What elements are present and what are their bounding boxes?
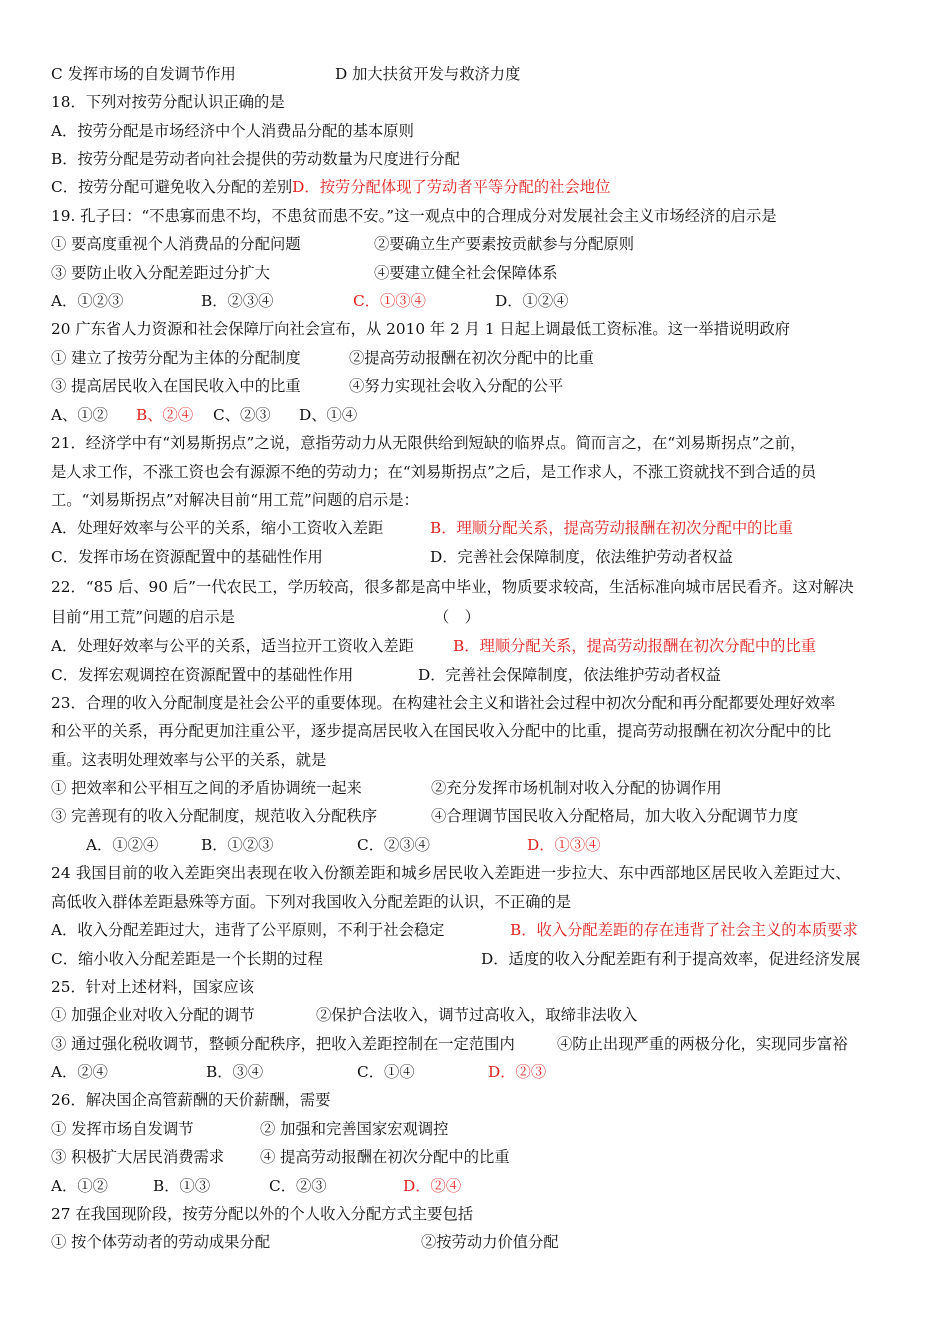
q22-options-ab — [51, 636, 817, 656]
q21-answer-b: B．理顺分配关系，提高劳动报酬在初次分配中的比重 — [430, 519, 794, 537]
q25-choice-c: C．①④ — [357, 1063, 415, 1081]
q24-stem-line1: 24 我国目前的收入差距突出表现在收入份额差距和城乡居民收入差距进一步拉大、东中西部地区居民收入差距过大、 — [51, 864, 851, 882]
q22-stem-line1: 22．“85 后、90 后”一代农民工，学历较高，很多都是高中毕业，物质要求较高，生活标准向城市居民看齐。这对解决 — [51, 578, 854, 596]
q25-answer-d: D．②③ — [488, 1063, 547, 1081]
q27-stem: 27 在我国现阶段，按劳分配以外的个人收入分配方式主要包括 — [51, 1205, 474, 1223]
q24-option-d: D．适度的收入分配差距有利于提高效率，促进经济发展 — [481, 950, 861, 968]
q19-item-2: ②要确立生产要素按贡献参与分配原则 — [374, 235, 635, 253]
q20-items-34 — [51, 376, 564, 396]
q27-items-12 — [51, 1232, 559, 1252]
q23-stem-line2: 和公平的关系，再分配更加注重公平，逐步提高居民收入在国民收入分配中的比重，提高劳动报酬在初次分配中的比 — [51, 722, 832, 740]
q22-option-d: D．完善社会保障制度，依法维护劳动者权益 — [418, 666, 721, 684]
q22-option-c: C．发挥宏观调控在资源配置中的基础性作用 — [51, 666, 354, 684]
q23-items-34 — [51, 806, 799, 826]
q19-choice-d: D．①②④ — [495, 292, 569, 310]
q23-choice-a: A．①②④ — [86, 836, 159, 854]
q25-choice-a: A．②④ — [51, 1063, 108, 1081]
q18-answer-d: D．按劳分配体现了劳动者平等分配的社会地位 — [292, 178, 611, 196]
q25-item-3: ③ 通过强化税收调节，整顿分配秩序，把收入差距控制在一定范围内 — [51, 1035, 515, 1053]
q26-item-1: ① 发挥市场自发调节 — [51, 1120, 194, 1138]
q20-item-2: ②提高劳动报酬在初次分配中的比重 — [349, 349, 594, 367]
q19-item-1: ① 要高度重视个人消费品的分配问题 — [51, 235, 301, 253]
q19-stem: 19. 孔子曰：“不患寡而患不均，不患贫而患不安。”这一观点中的合理成分对发展社会主义市场经济的启示是 — [51, 207, 777, 225]
q26-choice-a: A．①② — [51, 1177, 108, 1195]
q26-item-2: ② 加强和完善国家宏观调控 — [260, 1120, 449, 1138]
q23-item-3: ③ 完善现有的收入分配制度，规范收入分配秩序 — [51, 807, 378, 825]
q18-option-a: A．按劳分配是市场经济中个人消费品分配的基本原则 — [51, 122, 414, 140]
q21-stem-line2: 是人求工作，不涨工资也会有源源不绝的劳动力；在“刘易斯拐点”之后，是工作求人，不涨工资就找不到合适的员 — [51, 463, 817, 481]
q19-choice-a: A．①②③ — [51, 292, 124, 310]
q19-choices — [51, 291, 569, 311]
q19-items-34 — [51, 263, 558, 283]
q20-stem: 20 广东省人力资源和社会保障厅向社会宣布，从 2010 年 2 月 1 日起上调最低工资标准。这一举措说明政府 — [51, 320, 791, 338]
q21-option-a: A．处理好效率与公平的关系，缩小工资收入差距 — [51, 519, 384, 537]
q23-stem-line1: 23．合理的收入分配制度是社会公平的重要体现。在构建社会主义和谐社会过程中初次分配和再分配都要处理好效率 — [51, 694, 836, 712]
q21-options-cd — [51, 547, 733, 567]
q24-options-ab — [51, 920, 858, 940]
q20-answer-b: B、②④ — [136, 406, 194, 424]
q20-choice-c: C、②③ — [213, 406, 271, 424]
q25-item-2: ②保护合法收入，调节过高收入，取缔非法收入 — [316, 1006, 638, 1024]
q17-options-cd — [51, 64, 521, 84]
q23-stem-line3: 重。这表明处理效率与公平的关系，就是 — [51, 751, 327, 769]
q24-options-cd — [51, 949, 861, 969]
q24-option-a: A．收入分配差距过大，违背了公平原则，不利于社会稳定 — [51, 921, 445, 939]
q17-option-d: D 加大扶贫开发与救济力度 — [335, 65, 521, 83]
q22-answer-blank: （ ） — [434, 608, 480, 626]
q19-answer-c: C．①③④ — [353, 292, 426, 310]
q21-option-d: D．完善社会保障制度，依法维护劳动者权益 — [430, 548, 733, 566]
q18-option-c: C．按劳分配可避免收入分配的差别 — [51, 178, 293, 196]
q20-choices — [51, 405, 358, 425]
q19-choice-b: B．②③④ — [201, 292, 274, 310]
q22-options-cd — [51, 665, 721, 685]
q26-items-12 — [51, 1119, 449, 1139]
q23-item-4: ④合理调节国民收入分配格局，加大收入分配调节力度 — [431, 807, 799, 825]
q17-option-c: C 发挥市场的自发调节作用 — [51, 65, 236, 83]
q26-item-4: ④ 提高劳动报酬在初次分配中的比重 — [260, 1148, 510, 1166]
q27-item-1: ① 按个体劳动者的劳动成果分配 — [51, 1233, 271, 1251]
q23-choice-c: C．②③④ — [357, 836, 430, 854]
q23-item-2: ②充分发挥市场机制对收入分配的协调作用 — [431, 779, 722, 797]
q24-answer-b: B．收入分配差距的存在违背了社会主义的本质要求 — [510, 921, 858, 939]
q22-stem-line2 — [51, 607, 480, 627]
q24-option-c: C．缩小收入分配差距是一个长期的过程 — [51, 950, 323, 968]
q19-item-3: ③ 要防止收入分配差距过分扩大 — [51, 264, 271, 282]
q26-stem: 26．解决国企高管薪酬的天价薪酬，需要 — [51, 1091, 331, 1109]
q21-stem-line1: 21．经济学中有“刘易斯拐点”之说，意指劳动力从无限供给到短缺的临界点。简而言之，在“刘易斯拐点”之前， — [51, 434, 806, 452]
q26-items-34 — [51, 1147, 510, 1167]
q25-choice-b: B．③④ — [206, 1063, 264, 1081]
q22-option-a: A．处理好效率与公平的关系，适当拉开工资收入差距 — [51, 637, 414, 655]
q22-stem-text: 目前“用工荒”问题的启示是 — [51, 608, 235, 626]
q25-item-4: ④防止出现严重的两极分化，实现同步富裕 — [557, 1035, 848, 1053]
q26-choice-c: C．②③ — [269, 1177, 327, 1195]
q20-choice-d: D、①④ — [299, 406, 358, 424]
q26-choice-b: B．①③ — [153, 1177, 211, 1195]
q27-item-2: ②按劳动力价值分配 — [421, 1233, 559, 1251]
q18-stem: 18．下列对按劳分配认识正确的是 — [51, 93, 285, 111]
q23-choice-b: B．①②③ — [201, 836, 274, 854]
q23-answer-d: D．①③④ — [527, 836, 601, 854]
q25-items-12 — [51, 1005, 638, 1025]
q21-option-c: C．发挥市场在资源配置中的基础性作用 — [51, 548, 323, 566]
q26-answer-d: D．②④ — [403, 1177, 462, 1195]
q25-stem: 25．针对上述材料，国家应该 — [51, 978, 255, 996]
q26-item-3: ③ 积极扩大居民消费需求 — [51, 1148, 225, 1166]
q21-options-ab — [51, 518, 794, 538]
q20-items-12 — [51, 348, 594, 368]
q25-item-1: ① 加强企业对收入分配的调节 — [51, 1006, 255, 1024]
q18-option-b: B．按劳分配是劳动者向社会提供的劳动数量为尺度进行分配 — [51, 150, 460, 168]
q21-stem-line3: 工。“刘易斯拐点”对解决目前“用工荒”问题的启示是： — [51, 491, 419, 509]
q20-choice-a: A、①② — [51, 406, 108, 424]
q19-item-4: ④要建立健全社会保障体系 — [374, 264, 558, 282]
q23-items-12 — [51, 778, 722, 798]
q20-item-3: ③ 提高居民收入在国民收入中的比重 — [51, 377, 301, 395]
q19-items-12 — [51, 234, 635, 254]
q25-choices — [51, 1062, 547, 1082]
q23-item-1: ① 把效率和公平相互之间的矛盾协调统一起来 — [51, 779, 362, 797]
q18-options-cd — [51, 177, 610, 197]
q26-choices — [51, 1176, 462, 1196]
q22-answer-b: B．理顺分配关系，提高劳动报酬在初次分配中的比重 — [453, 637, 817, 655]
q20-item-4: ④努力实现社会收入分配的公平 — [349, 377, 564, 395]
q24-stem-line2: 高低收入群体差距悬殊等方面。下列对我国收入分配差距的认识，不正确的是 — [51, 893, 572, 911]
q20-item-1: ① 建立了按劳分配为主体的分配制度 — [51, 349, 301, 367]
q25-items-34 — [51, 1034, 848, 1054]
